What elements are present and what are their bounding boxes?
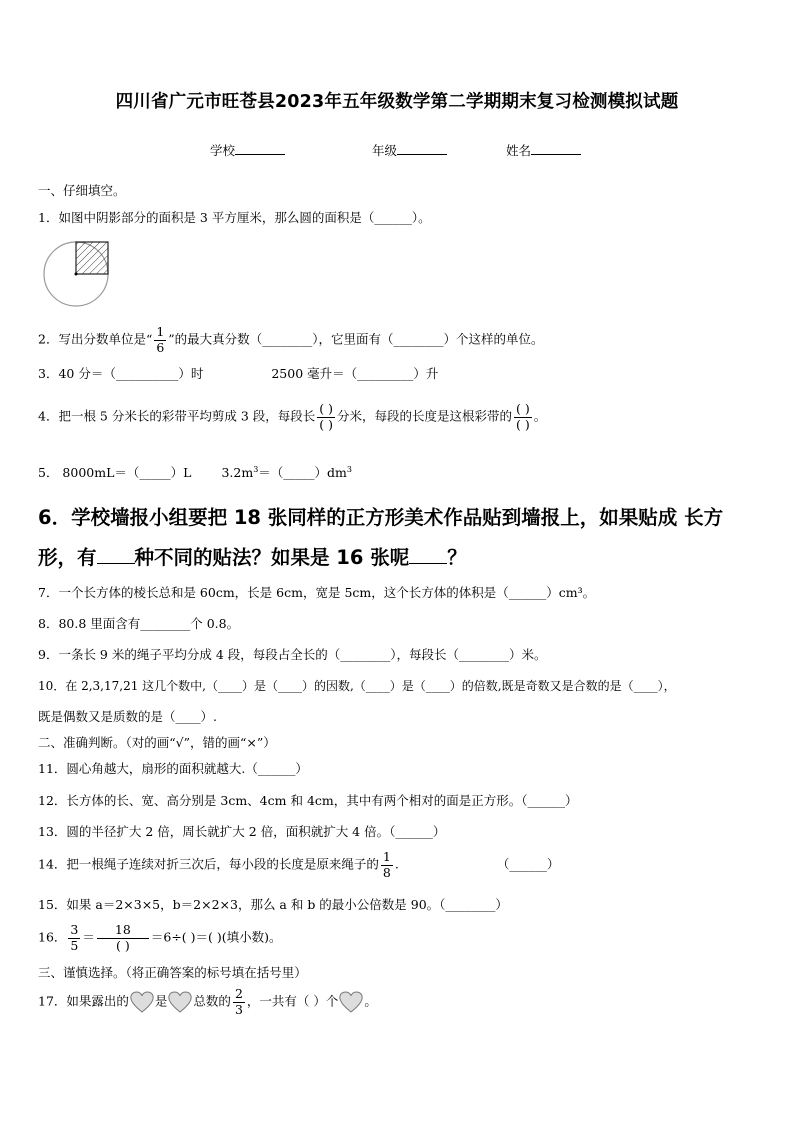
heart-icon [129,989,155,1015]
school-label: 学校 [210,143,236,158]
question-9: 9．一条长 9 米的绳子平均分成 4 段，每段占全长的（________），每段长（________）米。 [38,647,547,662]
shaded-square [76,242,108,274]
question-1: 1．如图中阴影部分的面积是 3 平方厘米，那么圆的面积是（______）。 [38,210,431,225]
question-3: 3．40 分＝（__________）时 2500 毫升＝（_________）升 [38,366,439,381]
question-16: 16． $\frac{3}{5}$ ＝ $\frac{18}{( )}$ ＝6÷( )＝( )(填小数)。 [38,922,282,953]
fraction-18-blank: $\frac{18}{( )}$ [97,924,149,952]
question-12: 12．长方体的长、宽、高分别是 3cm、4cm 和 4cm，其中有两个相对的面是正方形。（______） [38,793,578,808]
center-dot [75,273,78,276]
heart-icon [167,989,193,1015]
circle-figure [40,238,112,310]
section-2-heading: 二、准确判断。（对的画“√”，错的画“×”） [38,735,276,750]
fraction-2-3: $\frac{2}{3}$ [234,986,243,1017]
question-2: 2．写出分数单位是“ $\frac{1}{6}$ ”的最大真分数（________），它里面有（________）个这样的单位。 [38,324,544,355]
name-field [506,141,581,159]
grade-field [372,141,447,159]
heart-icon [338,989,364,1015]
school-field [210,141,285,159]
section-1-heading: 一、仔细填空。 [38,183,126,198]
question-7: 7．一个长方体的棱长总和是 60cm，长是 6cm，宽是 5cm，这个长方体的体积是（______）cm³。 [38,585,596,600]
blank-fraction-part: $\frac{( )}{( )}$ [516,401,530,432]
question-4: 4．把一根 5 分米长的彩带平均剪成 3 段，每段长 $\frac{( )}{( )}$ 分米，每段的长度是这根彩带的 $\frac{( )}{( )}$ 。 [38,401,547,432]
question-5: 5． 8000mL＝（_____）L $3.2m^3=(\_\_\_\_\_)dm^3$ [38,464,352,480]
fraction-1-6: $\frac{1}{6}$ [156,324,165,355]
page-title: 四川省广元市旺苍县2023年五年级数学第二学期期末复习检测模拟试题 [115,92,679,112]
question-11: 11．圆心角越大，扇形的面积就越大.（______） [38,761,308,776]
fraction-3-5: $\frac{3}{5}$ [70,922,79,953]
question-13: 13．圆的半径扩大 2 倍，周长就扩大 2 倍，面积就扩大 4 倍。（______） [38,824,446,839]
question-6-line-2: 形，有 种不同的贴法？如果是 16 张呢 ？ [38,546,467,569]
question-10-line-2: 既是偶数又是质数的是（____）. [38,709,217,724]
question-6-line-1: 6．学校墙报小组要把 18 张同样的正方形美术作品贴到墙报上，如果贴成 长方 [38,506,724,529]
question-15: 15．如果 a＝2×3×5，b＝2×2×3，那么 a 和 b 的最小公倍数是 90。（________） [38,897,508,912]
question-10-line-1: 10．在 2,3,17,21 这几个数中,（____）是（____）的因数,（____）是（____）的倍数,既是奇数又是合数的是（____）， [38,679,676,693]
grade-label: 年级 [372,143,398,158]
section-3-heading: 三、谨慎选择。（将正确答案的标号填在括号里） [38,965,307,980]
fraction-1-8: $\frac{1}{8}$ [382,849,391,880]
blank-fraction-length: $\frac{( )}{( )}$ [319,401,333,432]
question-8: 8．80.8 里面含有________个 0.8。 [38,616,240,631]
question-17: 17．如果露出的 是 总数的 $\frac{2}{3}$ ，一共有（ ）个 。 [38,986,377,1017]
name-label: 姓名 [506,143,532,158]
question-14: 14．把一根绳子连续对折三次后，每小段的长度是原来绳子的 $\frac{1}{8}$ . （______） [38,849,560,880]
